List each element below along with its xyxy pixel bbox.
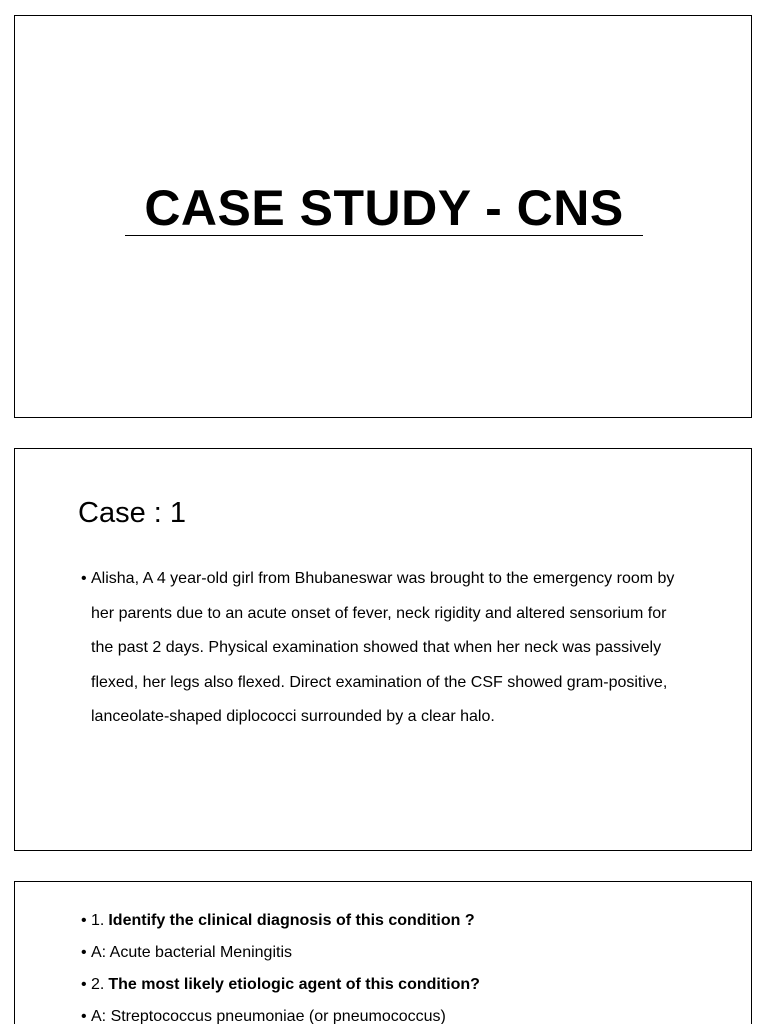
bullet-icon: • <box>81 976 87 993</box>
answer-1 <box>81 937 721 969</box>
qa-list <box>81 905 721 1024</box>
bullet-icon: • <box>81 912 87 929</box>
question-number: 1. <box>91 912 105 929</box>
answer-text: A: Acute bacterial Meningitis <box>91 944 292 961</box>
question-1 <box>81 905 721 937</box>
answer-2 <box>81 1001 721 1024</box>
case-bullet <box>81 562 693 735</box>
title-underline <box>125 235 643 236</box>
question-2 <box>81 969 721 1001</box>
bullet-icon: • <box>81 944 87 961</box>
slide-questions <box>14 881 752 1024</box>
bullet-icon: • <box>81 570 87 587</box>
answer-text: A: Streptococcus pneumoniae (or pneumococcus) <box>91 1008 446 1024</box>
bullet-icon: • <box>81 1008 87 1024</box>
presentation-title: CASE STUDY - CNS <box>144 180 624 236</box>
slide-case-1 <box>14 448 752 851</box>
case-paragraph: Alisha, A 4 year-old girl from Bhubaneswar was brought to the emergency room by her parents due to an acute onset of fever, neck rigidity and altered sensorium for the past 2 days. Physical examination showed that when her neck was passively flexed, her legs also flexed. Direct examination of the CSF showed gram-positive, lanceolate-shaped diplococci surrounded by a clear halo. <box>91 570 675 726</box>
question-number: 2. <box>91 976 105 993</box>
case-description <box>81 562 693 735</box>
case-heading: Case : 1 <box>78 497 186 529</box>
question-text: The most likely etiologic agent of this condition? <box>108 976 480 993</box>
slide-title <box>14 15 752 418</box>
question-text: Identify the clinical diagnosis of this condition ? <box>108 912 475 929</box>
